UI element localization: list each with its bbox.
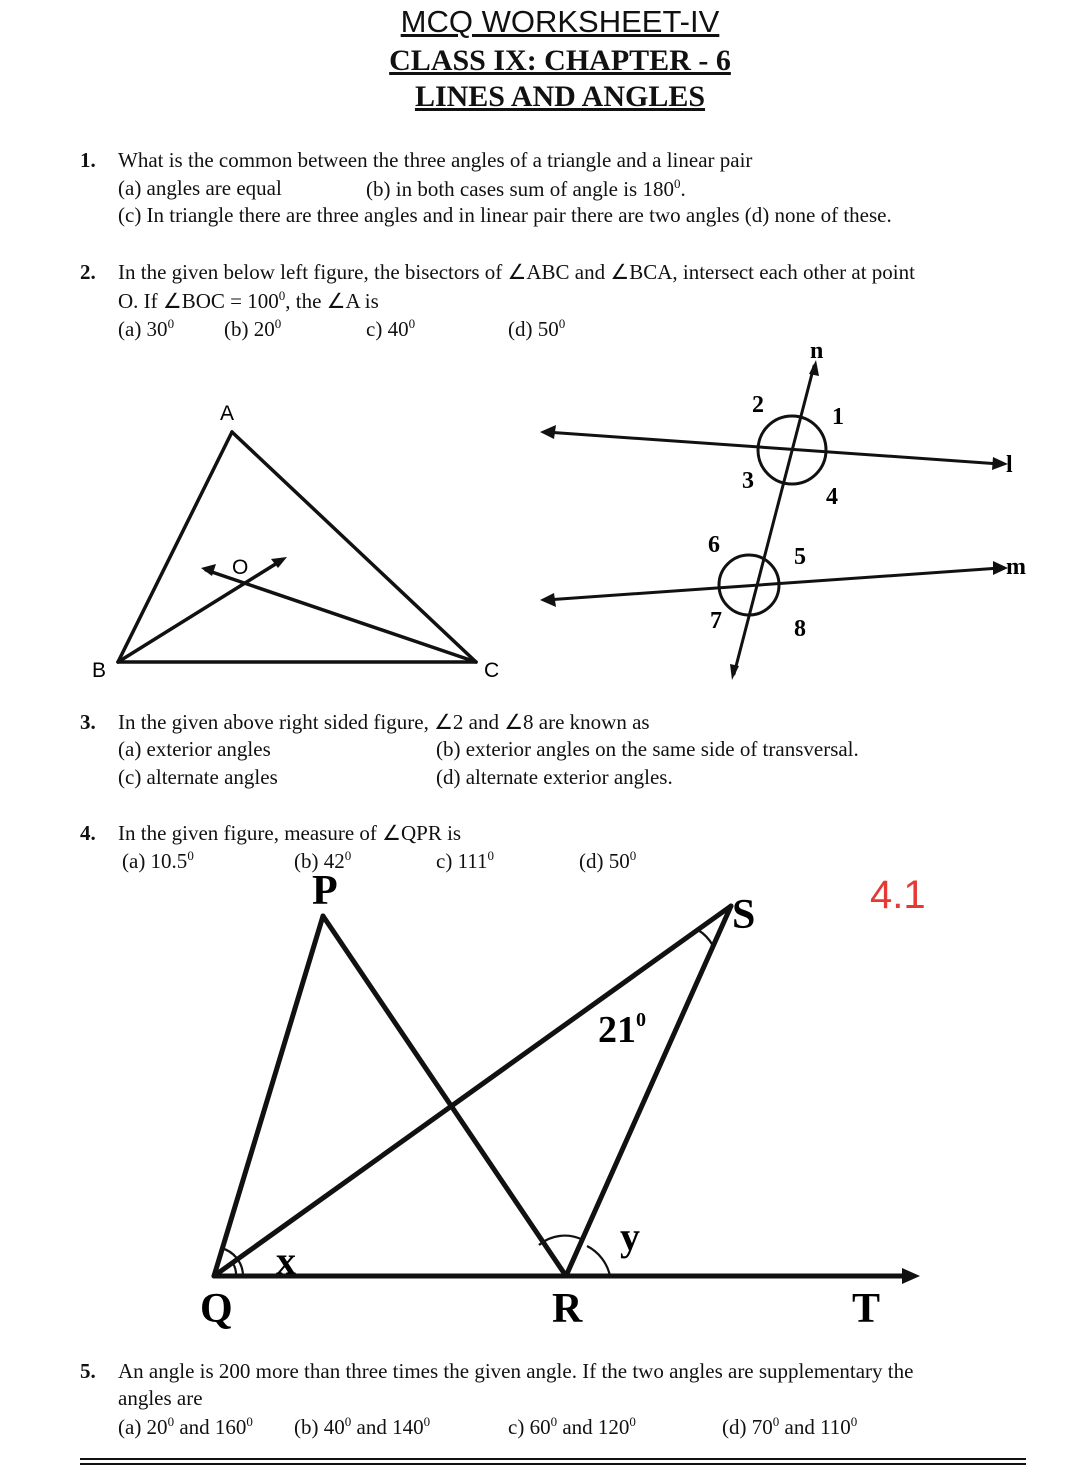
option-c-d: (c) In triangle there are three angles and in linear pair there are two angles (d) none of these.	[118, 203, 892, 227]
label-r: R	[552, 1286, 583, 1332]
question-text-2: O. If ∠BOC = $100^0$, the ∠A is	[118, 288, 379, 313]
footer-rule	[80, 1458, 1026, 1460]
arrow-right-icon	[902, 1268, 920, 1284]
angle-7: 7	[710, 608, 722, 634]
question-text: An angle is 200 more than three times the given angle. If the two angles are supplementary the	[118, 1359, 914, 1383]
arrow-down-icon	[730, 664, 739, 680]
question-text: What is the common between the three angles of a triangle and a linear pair	[118, 148, 753, 172]
angle-8: 8	[794, 616, 806, 642]
option-b: (b) $40^0$ and $140^0$	[294, 1414, 431, 1439]
angle-1: 1	[832, 404, 844, 430]
label-b: B	[92, 659, 107, 682]
option-d: (d) alternate exterior angles.	[436, 765, 673, 789]
option-b: (b) $42^0$	[294, 848, 352, 873]
option-c: c) $111^0$	[436, 848, 495, 873]
question-text-2: angles are	[118, 1386, 203, 1410]
line-qp	[214, 916, 323, 1276]
option-d: (d) $50^0$	[508, 316, 566, 341]
line-m	[546, 568, 1000, 600]
line-rs	[566, 906, 731, 1276]
question-number: 5.	[80, 1359, 96, 1383]
label-p: P	[312, 868, 338, 914]
label-q: Q	[200, 1286, 233, 1332]
label-t: T	[852, 1286, 881, 1332]
option-a: (a) $20^0$ and $160^0$	[118, 1414, 253, 1439]
question-number: 3.	[80, 710, 96, 734]
option-b: (b) in both cases sum of angle is $180^0$.	[366, 176, 686, 201]
annotation-label: 4.1	[870, 873, 926, 917]
label-s: S	[732, 892, 756, 938]
label-a: A	[220, 402, 235, 425]
side-ac	[232, 432, 476, 662]
angle-value: $21^0$	[598, 1009, 646, 1051]
question-text: In the given figure, measure of ∠QPR is	[118, 821, 462, 845]
label-m: m	[1006, 554, 1026, 580]
option-d: (d) $70^0$ and $110^0$	[722, 1414, 858, 1439]
question-text: In the given above right sided figure, ∠2 and ∠8 are known as	[118, 710, 650, 734]
pqrst-figure	[180, 866, 980, 1340]
line-pr	[323, 916, 566, 1276]
triangle-abc-figure	[70, 390, 530, 690]
option-c: c) $40^0$	[366, 316, 416, 341]
angle-5: 5	[794, 544, 806, 570]
arrow-left-icon	[540, 425, 556, 439]
angle-arc-s	[698, 930, 713, 946]
option-a: (a) angles are equal	[118, 176, 282, 200]
worksheet-title: MCQ WORKSHEET-IV	[400, 4, 720, 39]
angle-arc-y	[587, 1246, 610, 1276]
option-b: (b) exterior angles on the same side of transversal.	[436, 737, 859, 761]
option-d: (d) $50^0$	[579, 848, 637, 873]
option-c: (c) alternate angles	[118, 765, 278, 789]
angle-3: 3	[742, 468, 754, 494]
label-x: x	[276, 1238, 296, 1283]
option-a: (a) 10.5$^0$	[122, 848, 194, 873]
label-n: n	[810, 338, 824, 364]
line-qs	[214, 906, 731, 1276]
question-number: 2.	[80, 260, 96, 284]
question-text: In the given below left figure, the bisectors of ∠ABC and ∠BCA, intersect each other at point	[118, 260, 915, 284]
label-l: l	[1006, 452, 1013, 478]
line-l	[546, 432, 1000, 464]
arrow-left-icon	[540, 593, 556, 607]
label-y: y	[620, 1214, 640, 1259]
angle-6: 6	[708, 532, 720, 558]
angle-2: 2	[752, 392, 764, 418]
label-c: C	[484, 659, 500, 682]
class-heading: CLASS IX: CHAPTER - 6	[389, 44, 731, 77]
footer-rule-2	[80, 1463, 1026, 1465]
chapter-heading: LINES AND ANGLES	[414, 80, 706, 113]
question-number: 4.	[80, 821, 96, 845]
question-number: 1.	[80, 148, 96, 172]
label-o: O	[232, 556, 249, 579]
angle-4: 4	[826, 484, 838, 510]
parallel-lines-figure	[530, 330, 1040, 690]
bisector-c	[206, 570, 476, 662]
option-a: (a) exterior angles	[118, 737, 271, 761]
option-b: (b) $20^0$	[224, 316, 282, 341]
option-a: (a) $30^0$	[118, 316, 175, 341]
option-c: c) $60^0$ and $120^0$	[508, 1414, 636, 1439]
